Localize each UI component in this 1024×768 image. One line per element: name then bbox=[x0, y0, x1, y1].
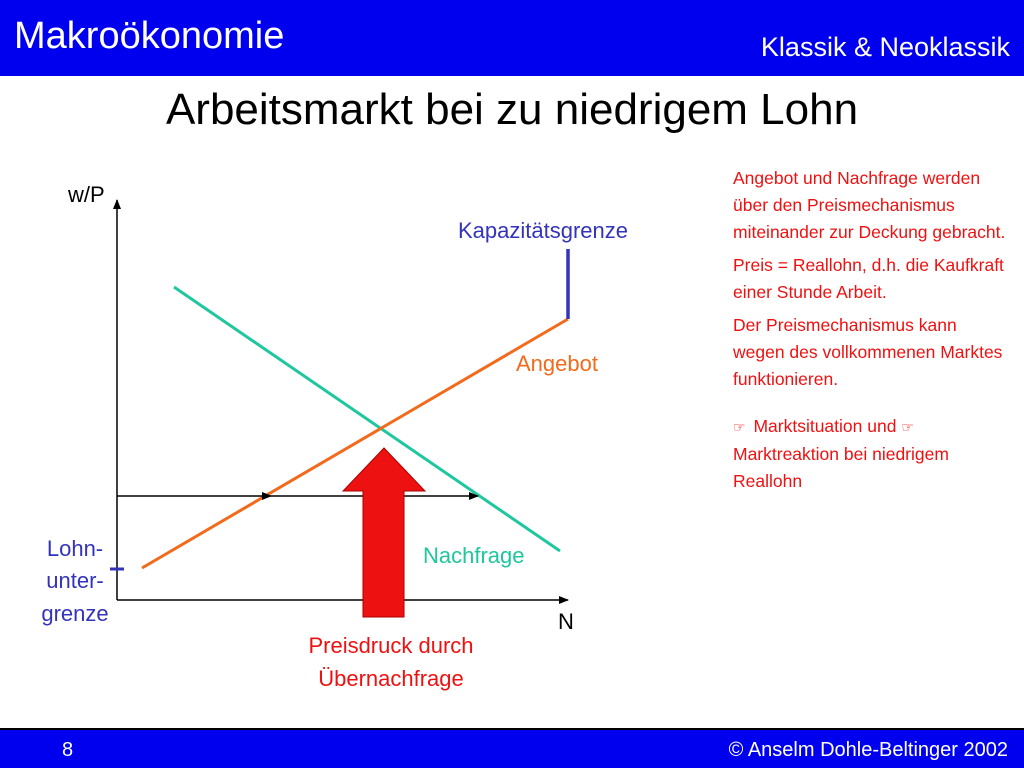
price-pressure-label-line-1: Preisdruck durch bbox=[308, 633, 474, 658]
note-3: Der Preismechanismus kann wegen des vollkommenen Marktes funktionieren. bbox=[733, 315, 1003, 389]
copyright-notice: © Anselm Dohle-Beltinger 2002 bbox=[728, 739, 1008, 761]
pointing-hand-icon: ☞ bbox=[901, 419, 914, 435]
y-axis-label: w/P bbox=[68, 182, 105, 207]
supply-label: Angebot bbox=[516, 351, 598, 376]
note-4-part-2: Marktreaktion bei niedrigem Reallohn bbox=[733, 444, 949, 491]
note-4-part-1: Marktsituation und bbox=[753, 416, 897, 436]
note-2: Preis = Reallohn, d.h. die Kaufkraft einer Stunde Arbeit. bbox=[733, 255, 1004, 302]
pointing-hand-icon: ☞ bbox=[733, 419, 746, 435]
wage-floor-label bbox=[41, 536, 108, 626]
x-axis-label: N bbox=[558, 609, 574, 634]
slide-title: Arbeitsmarkt bei zu niedrigem Lohn bbox=[165, 85, 859, 134]
supply-curve bbox=[142, 319, 568, 568]
wage-floor-label-line-1: Lohn- bbox=[46, 536, 104, 561]
page-number: 8 bbox=[62, 739, 74, 761]
wage-floor-label-line-3: grenze bbox=[41, 601, 109, 626]
note-spacer bbox=[733, 399, 1013, 413]
note-1: Angebot und Nachfrage werden über den Preismechanismus miteinander zur Deckung gebracht. bbox=[733, 168, 1006, 242]
topic-title: Klassik & Neoklassik bbox=[760, 32, 1010, 62]
note-4 bbox=[733, 413, 1013, 495]
footer-bar bbox=[0, 728, 1024, 768]
price-pressure-arrow bbox=[343, 448, 425, 617]
capacity-label: Kapazitätsgrenze bbox=[458, 218, 628, 243]
side-notes bbox=[733, 165, 1013, 501]
demand-label: Nachfrage bbox=[423, 543, 525, 568]
price-pressure-label bbox=[308, 633, 473, 691]
wage-floor-label-line-2: unter- bbox=[46, 568, 104, 593]
price-pressure-label-line-2: Übernachfrage bbox=[318, 666, 464, 691]
course-title: Makroökonomie bbox=[14, 15, 285, 57]
